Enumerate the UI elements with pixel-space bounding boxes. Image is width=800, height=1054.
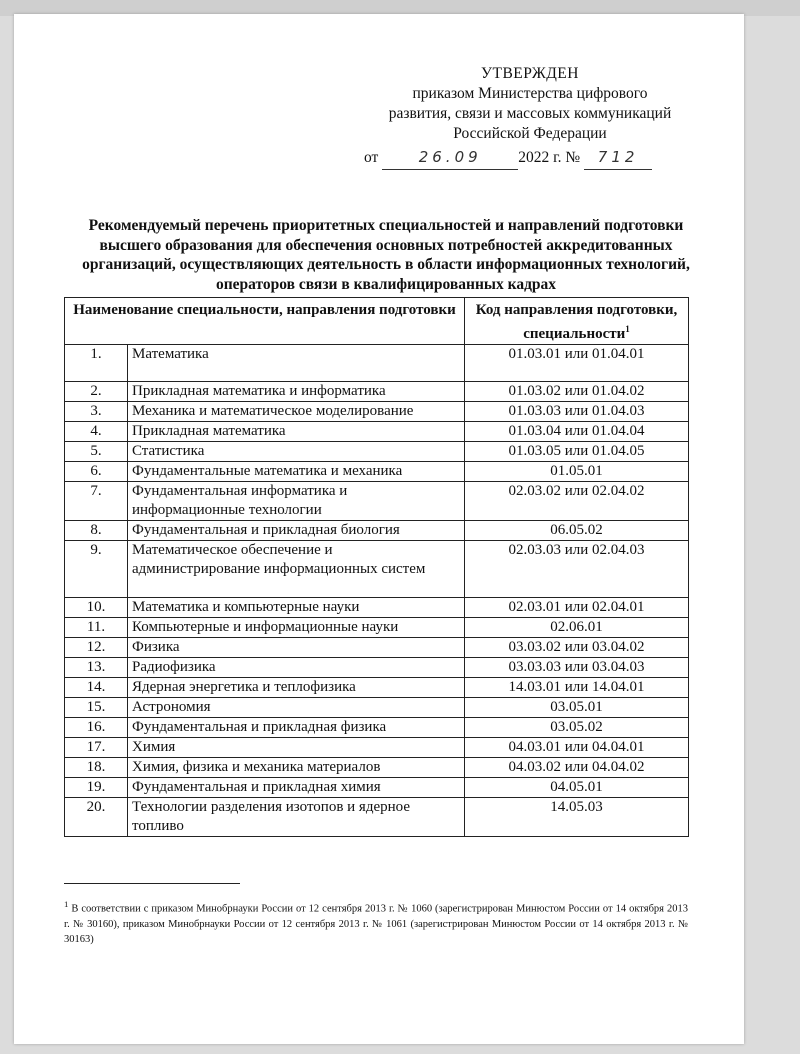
row-name: Фундаментальная информатика и информационные технологии xyxy=(128,482,465,521)
row-number: 6. xyxy=(65,462,128,482)
row-code: 14.03.01 или 14.04.01 xyxy=(465,678,689,698)
handwritten-date: 26.09 xyxy=(382,145,518,170)
approval-stamp xyxy=(360,64,700,144)
row-name: Компьютерные и информационные науки xyxy=(128,618,465,638)
row-name: Фундаментальные математика и механика xyxy=(128,462,465,482)
header-name-text: Наименование специальности, направления подготовки xyxy=(73,302,456,318)
table-row xyxy=(65,598,689,618)
header-name xyxy=(65,298,465,345)
approval-title: УТВЕРЖДЕН xyxy=(481,65,579,82)
table-row xyxy=(65,422,689,442)
row-name: Физика xyxy=(128,638,465,658)
row-number: 2. xyxy=(65,382,128,402)
row-code: 04.03.02 или 04.04.02 xyxy=(465,758,689,778)
footnote-text: В соответствии с приказом Минобрнауки России от 12 сентября 2013 г. № 1060 (зарегистрирован Минюстом России от 14 октября 2013 г. № 30160), приказом Минобрнауки России от 12 сентября 2013 г. № 1061 (зарегистрирован Минюстом России от 14 октября 2013 г. № 30163) xyxy=(64,903,689,945)
row-number: 7. xyxy=(65,482,128,521)
row-number: 15. xyxy=(65,698,128,718)
row-code: 04.03.01 или 04.04.01 xyxy=(465,738,689,758)
row-number: 13. xyxy=(65,658,128,678)
row-number: 8. xyxy=(65,521,128,541)
row-code: 14.05.03 xyxy=(465,798,689,837)
table-row xyxy=(65,382,689,402)
row-code: 04.05.01 xyxy=(465,778,689,798)
row-number: 11. xyxy=(65,618,128,638)
row-code: 02.03.03 или 02.04.03 xyxy=(465,541,689,598)
header-code-text: Код направления подготовки, специальности xyxy=(475,302,678,342)
table-row xyxy=(65,345,689,382)
table-row xyxy=(65,658,689,678)
table-row xyxy=(65,462,689,482)
approval-line-3: развития, связи и массовых коммуникаций xyxy=(388,105,672,122)
row-code: 06.05.02 xyxy=(465,521,689,541)
table-row xyxy=(65,402,689,422)
table-row xyxy=(65,482,689,521)
table-row xyxy=(65,638,689,658)
table-row xyxy=(65,758,689,778)
row-number: 17. xyxy=(65,738,128,758)
table-row xyxy=(65,698,689,718)
row-number: 10. xyxy=(65,598,128,618)
order-date-line xyxy=(364,145,704,170)
row-name: Фундаментальная и прикладная химия xyxy=(128,778,465,798)
order-year-text: 2022 г. № xyxy=(518,149,581,166)
row-number: 12. xyxy=(65,638,128,658)
approval-line-4: Российской Федерации xyxy=(453,125,607,142)
table-row xyxy=(65,442,689,462)
row-number: 14. xyxy=(65,678,128,698)
table-row xyxy=(65,798,689,837)
table-row xyxy=(65,778,689,798)
row-code: 01.03.04 или 01.04.04 xyxy=(465,422,689,442)
row-number: 9. xyxy=(65,541,128,598)
table-header-row xyxy=(65,298,689,345)
row-code: 02.03.02 или 02.04.02 xyxy=(465,482,689,521)
row-name: Фундаментальная и прикладная биология xyxy=(128,521,465,541)
row-name: Ядерная энергетика и теплофизика xyxy=(128,678,465,698)
row-number: 19. xyxy=(65,778,128,798)
order-prefix: от xyxy=(364,149,379,166)
footnote-separator xyxy=(64,883,240,884)
footnote xyxy=(64,897,688,947)
table-row xyxy=(65,678,689,698)
row-code: 01.03.05 или 01.04.05 xyxy=(465,442,689,462)
row-name: Радиофизика xyxy=(128,658,465,678)
handwritten-order-number: 712 xyxy=(584,145,652,170)
row-number: 20. xyxy=(65,798,128,837)
table-row xyxy=(65,738,689,758)
specialties-table xyxy=(64,297,689,837)
header-code xyxy=(465,298,689,345)
row-number: 5. xyxy=(65,442,128,462)
row-name: Прикладная математика и информатика xyxy=(128,382,465,402)
row-code: 01.03.03 или 01.04.03 xyxy=(465,402,689,422)
row-code: 03.05.01 xyxy=(465,698,689,718)
document-title: Рекомендуемый перечень приоритетных специальностей и направлений подготовки высшего образования для обеспечения основных потребностей аккредитованных организаций, осуществляющих деятельность в области информационных технологий, операторов связи в квалифицированных кадрах xyxy=(82,217,690,293)
table-row xyxy=(65,718,689,738)
row-code: 03.03.03 или 03.04.03 xyxy=(465,658,689,678)
row-number: 3. xyxy=(65,402,128,422)
row-name: Статистика xyxy=(128,442,465,462)
row-name: Математика xyxy=(128,345,465,382)
row-name: Химия xyxy=(128,738,465,758)
row-code: 01.03.02 или 01.04.02 xyxy=(465,382,689,402)
row-name: Химия, физика и механика материалов xyxy=(128,758,465,778)
row-code: 01.05.01 xyxy=(465,462,689,482)
row-code: 02.03.01 или 02.04.01 xyxy=(465,598,689,618)
row-name: Математика и компьютерные науки xyxy=(128,598,465,618)
row-code: 03.05.02 xyxy=(465,718,689,738)
row-name: Механика и математическое моделирование xyxy=(128,402,465,422)
row-number: 18. xyxy=(65,758,128,778)
row-name: Астрономия xyxy=(128,698,465,718)
row-code: 03.03.02 или 03.04.02 xyxy=(465,638,689,658)
table-row xyxy=(65,541,689,598)
row-code: 01.03.01 или 01.04.01 xyxy=(465,345,689,382)
row-name: Математическое обеспечение и администрирование информационных систем xyxy=(128,541,465,598)
row-name: Технологии разделения изотопов и ядерное топливо xyxy=(128,798,465,837)
table-row xyxy=(65,521,689,541)
table-row xyxy=(65,618,689,638)
footnote-marker: 1 xyxy=(64,899,69,909)
row-number: 1. xyxy=(65,345,128,382)
row-number: 16. xyxy=(65,718,128,738)
footnote-ref: 1 xyxy=(625,324,630,334)
row-code: 02.06.01 xyxy=(465,618,689,638)
row-name: Фундаментальная и прикладная физика xyxy=(128,718,465,738)
row-number: 4. xyxy=(65,422,128,442)
row-name: Прикладная математика xyxy=(128,422,465,442)
approval-line-2: приказом Министерства цифрового xyxy=(412,85,648,102)
